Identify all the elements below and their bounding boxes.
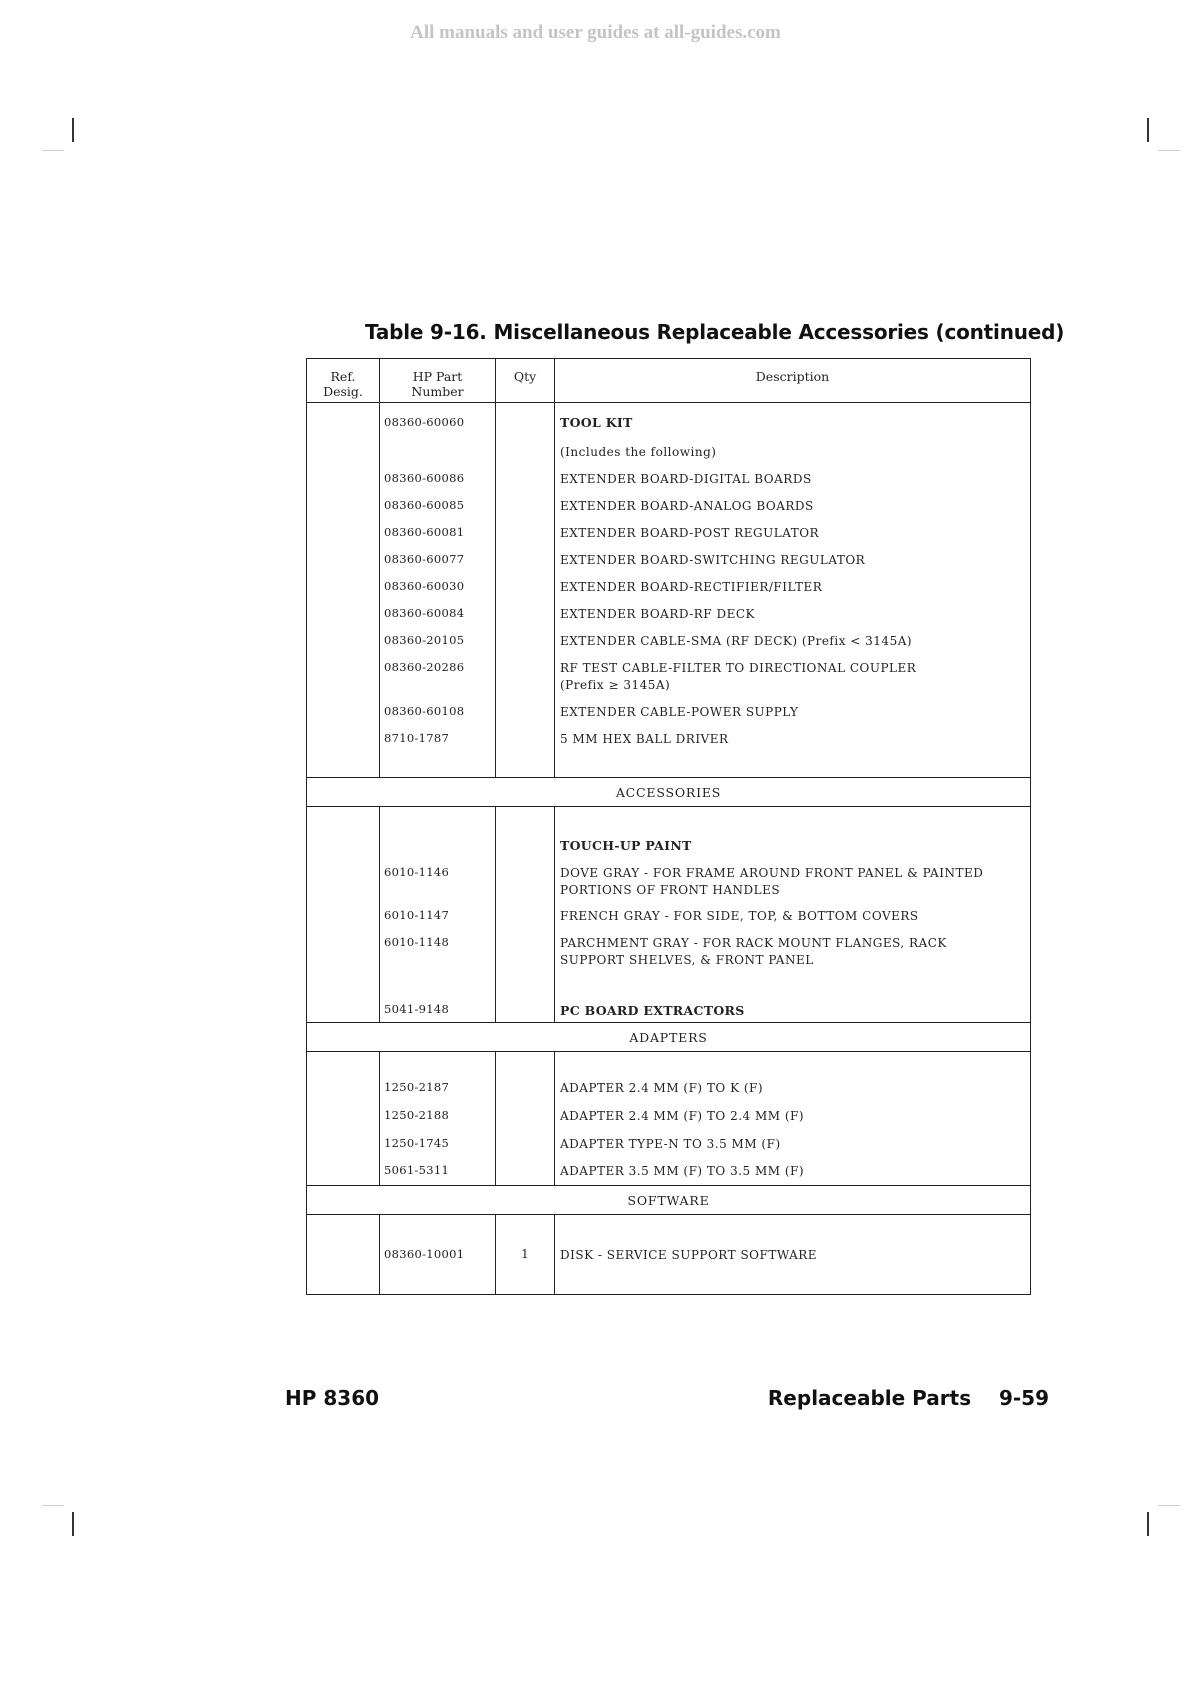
crop-mark [1147,118,1149,142]
crop-mark [42,150,64,151]
table-row [307,403,1031,440]
part-number: 08360-60084 [380,602,496,629]
table-row [307,807,1031,861]
part-number: 08360-60030 [380,575,496,602]
part-number: 6010-1146 [380,861,496,904]
part-number: 08360-20105 [380,629,496,656]
part-number: 08360-60085 [380,494,496,521]
section-software: SOFTWARE [307,1186,1031,1215]
description: DOVE GRAY - FOR FRAME AROUND FRONT PANEL & PAINTED PORTIONS OF FRONT HANDLES [555,861,1031,904]
description: TOUCH-UP PAINT [555,807,1031,861]
part-number: 08360-60081 [380,521,496,548]
table-row [307,904,1031,931]
part-number: 08360-60060 [380,403,496,440]
description: TOOL KIT [555,403,1031,440]
crop-mark [1158,1505,1180,1506]
table-row [307,1132,1031,1159]
description: DISK - SERVICE SUPPORT SOFTWARE [555,1215,1031,1295]
header-qty: Qty [496,359,555,403]
table-row [307,521,1031,548]
description: ADAPTER TYPE-N TO 3.5 MM (F) [555,1132,1031,1159]
description: PARCHMENT GRAY - FOR RACK MOUNT FLANGES, RACK SUPPORT SHELVES, & FRONT PANEL [555,931,1031,999]
table-row [307,1104,1031,1132]
crop-mark [1147,1512,1149,1536]
section-adapters: ADAPTERS [307,1023,1031,1052]
header-hp-part-number: HP Part Number [380,359,496,403]
description: ADAPTER 2.4 MM (F) TO K (F) [555,1052,1031,1104]
header-ref-desig: Ref. Desig. [307,359,380,403]
parts-table [306,358,1031,1295]
part-number: 1250-1745 [380,1132,496,1159]
part-number: 8710-1787 [380,727,496,778]
description: EXTENDER BOARD-RECTIFIER/FILTER [555,575,1031,602]
part-number: 6010-1147 [380,904,496,931]
description: 5 MM HEX BALL DRIVER [555,727,1031,778]
table-row [307,440,1031,467]
part-number: 08360-60077 [380,548,496,575]
part-number: 5041-9148 [380,999,496,1023]
crop-mark [1158,150,1180,151]
description: EXTENDER CABLE-SMA (RF DECK) (Prefix < 3145A) [555,629,1031,656]
description: ADAPTER 2.4 MM (F) TO 2.4 MM (F) [555,1104,1031,1132]
description: EXTENDER BOARD-POST REGULATOR [555,521,1031,548]
description: PC BOARD EXTRACTORS [555,999,1031,1023]
table-row [307,1215,1031,1295]
description: RF TEST CABLE-FILTER TO DIRECTIONAL COUPLER (Prefix ≥ 3145A) [555,656,1031,700]
part-number: 08360-10001 [380,1215,496,1295]
section-row [307,1186,1031,1215]
description: FRENCH GRAY - FOR SIDE, TOP, & BOTTOM COVERS [555,904,1031,931]
table-row [307,656,1031,700]
table-row [307,602,1031,629]
description: EXTENDER BOARD-RF DECK [555,602,1031,629]
part-number: 6010-1148 [380,931,496,999]
table-row [307,999,1031,1023]
table-row [307,629,1031,656]
table-row [307,494,1031,521]
description: (Includes the following) [555,440,1031,467]
watermark: All manuals and user guides at all-guides.com [410,22,781,43]
table-row [307,861,1031,904]
table-row [307,727,1031,778]
quantity: 1 [496,1215,555,1295]
part-number: 08360-20286 [380,656,496,700]
section-row [307,1023,1031,1052]
crop-mark [72,118,74,142]
header-description: Description [555,359,1031,403]
footer-page-ref: Replaceable Parts 9-59 [767,1386,1049,1410]
table-row [307,575,1031,602]
crop-mark [72,1512,74,1536]
table-row [307,1052,1031,1104]
part-number: 08360-60108 [380,700,496,727]
part-number: 1250-2187 [380,1052,496,1104]
section-row [307,778,1031,807]
table-title: Table 9-16. Miscellaneous Replaceable Accessories (continued) [365,320,1065,344]
table-header-row [307,359,1031,403]
section-accessories: ACCESSORIES [307,778,1031,807]
description: EXTENDER BOARD-ANALOG BOARDS [555,494,1031,521]
description: EXTENDER BOARD-SWITCHING REGULATOR [555,548,1031,575]
description: EXTENDER CABLE-POWER SUPPLY [555,700,1031,727]
footer-model: HP 8360 [285,1386,380,1410]
crop-mark [42,1505,64,1506]
part-number: 5061-5311 [380,1159,496,1186]
part-number: 08360-60086 [380,467,496,494]
table-row [307,1159,1031,1186]
part-number: 1250-2188 [380,1104,496,1132]
description: ADAPTER 3.5 MM (F) TO 3.5 MM (F) [555,1159,1031,1186]
table-row [307,931,1031,999]
table-row [307,700,1031,727]
description: EXTENDER BOARD-DIGITAL BOARDS [555,467,1031,494]
table-row [307,467,1031,494]
table-row [307,548,1031,575]
